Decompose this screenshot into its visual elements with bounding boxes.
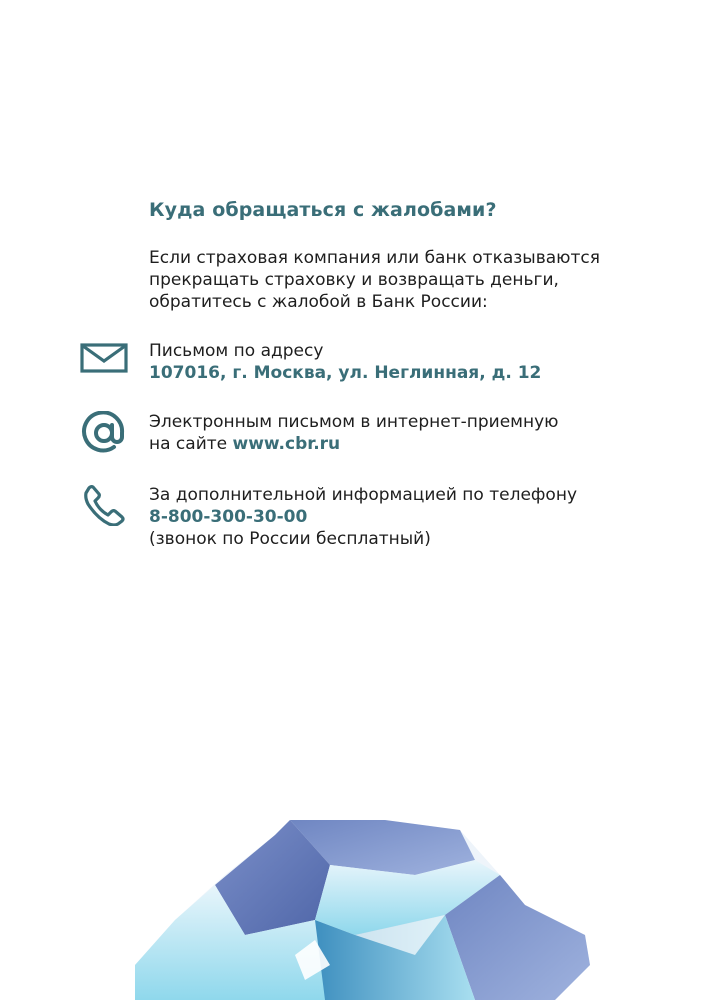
web-line-2: [149, 433, 559, 455]
mail-address: 107016, г. Москва, ул. Неглинная, д. 12: [149, 363, 542, 383]
phone-note: (звонок по России бесплатный): [149, 529, 431, 549]
web-contact: [149, 411, 559, 455]
web-prefix: на сайте: [149, 434, 233, 454]
phone-number[interactable]: 8-800-300-30-00: [149, 507, 308, 527]
intro-line-2: прекращать страховку и возвращать деньги,: [149, 270, 559, 290]
web-line-1: Электронным письмом в интернет-приемную: [149, 412, 559, 432]
phone-icon: [84, 484, 126, 526]
page-title: Куда обращаться с жалобами?: [149, 199, 497, 221]
intro-paragraph: [149, 247, 669, 313]
phone-contact: [149, 484, 577, 550]
intro-line-1: Если страховая компания или банк отказываются: [149, 248, 600, 268]
envelope-icon: [80, 343, 128, 373]
mail-label: Письмом по адресу: [149, 341, 324, 361]
mail-contact: [149, 340, 541, 384]
website-link[interactable]: www.cbr.ru: [232, 434, 341, 454]
phone-label: За дополнительной информацией по телефону: [149, 485, 578, 505]
intro-line-3: обратитесь с жалобой в Банк России:: [149, 292, 488, 312]
at-sign-icon: [81, 411, 127, 457]
crystal-illustration: [115, 805, 615, 1000]
